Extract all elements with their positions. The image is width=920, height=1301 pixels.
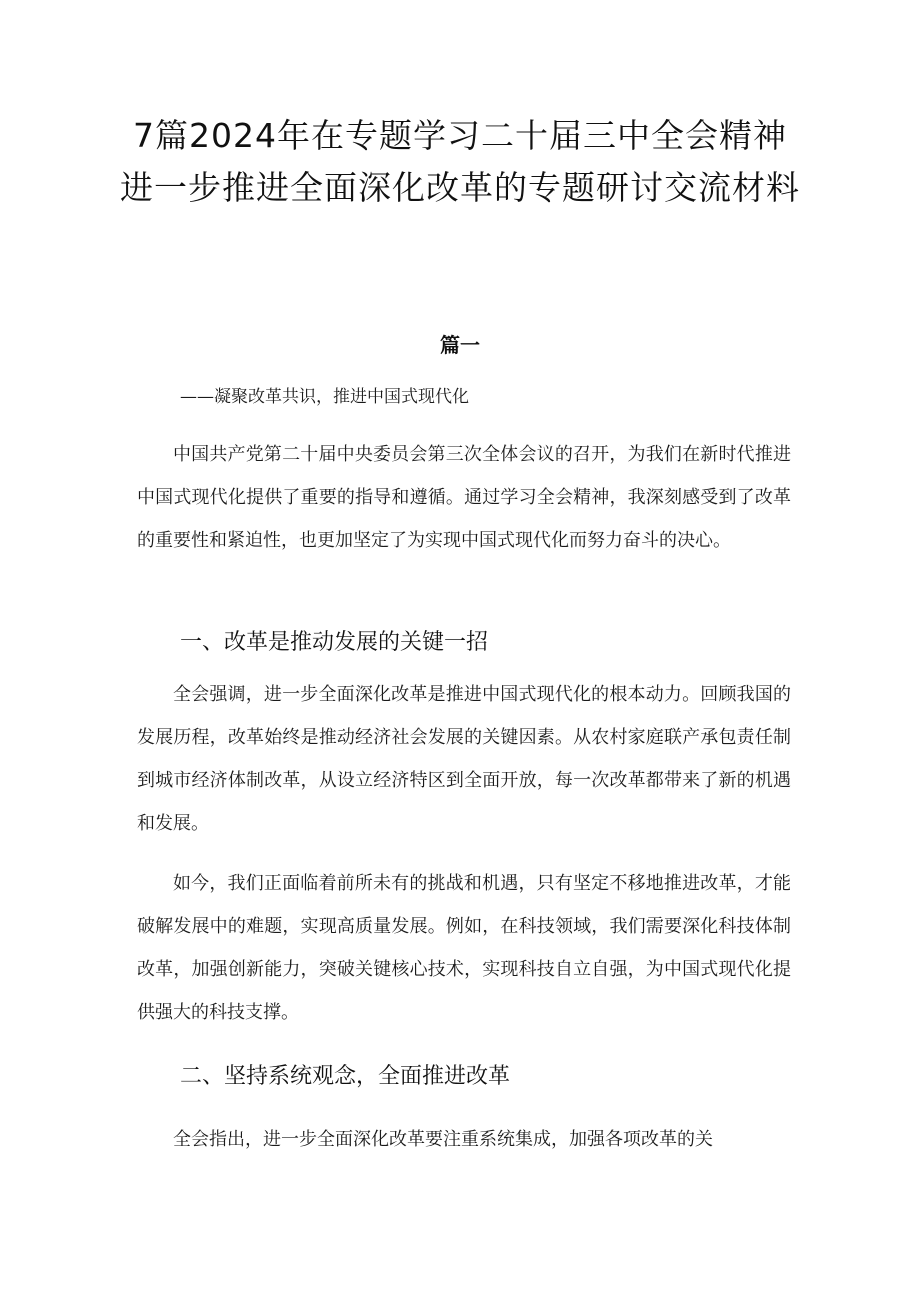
section-subtitle: ——凝聚改革共识，推进中国式现代化 [180, 387, 469, 407]
heading-1: 一、改革是推动发展的关键一招 [180, 630, 489, 655]
paragraph-1a: 全会强调，进一步全面深化改革是推进中国式现代化的根本动力。回顾我国的发展历程，改革始终是推动经济社会发展的关键因素。从农村家庭联产承包责任制到城市经济体制改革，从设立经济特区到全面开放，每一次改革都带来了新的机遇和发展。 [137, 684, 791, 834]
paragraph-1b: 如今，我们正面临着前所未有的挑战和机遇，只有坚定不移地推进改革，才能破解发展中的难题，实现高质量发展。例如，在科技领域，我们需要深化科技体制改革，加强创新能力，突破关键核心技术，实现科技自立自强，为中国式现代化提供强大的科技支撑。 [137, 873, 791, 1023]
heading-2: 二、坚持系统观念，全面推进改革 [180, 1064, 511, 1089]
document-title: 7篇2024年在专题学习二十届三中全会精神进一步推进全面深化改革的专题研讨交流材料 [120, 116, 800, 207]
intro-paragraph: 中国共产党第二十届中央委员会第三次全体会议的召开，为我们在新时代推进中国式现代化提供了重要的指导和遵循。通过学习全会精神，我深刻感受到了改革的重要性和紧迫性，也更加坚定了为实现中国式现代化而努力奋斗的决心。 [137, 444, 791, 551]
paragraph-2a: 全会指出，进一步全面深化改革要注重系统集成，加强各项改革的关 [173, 1129, 713, 1150]
section-label: 篇一 [440, 333, 480, 357]
